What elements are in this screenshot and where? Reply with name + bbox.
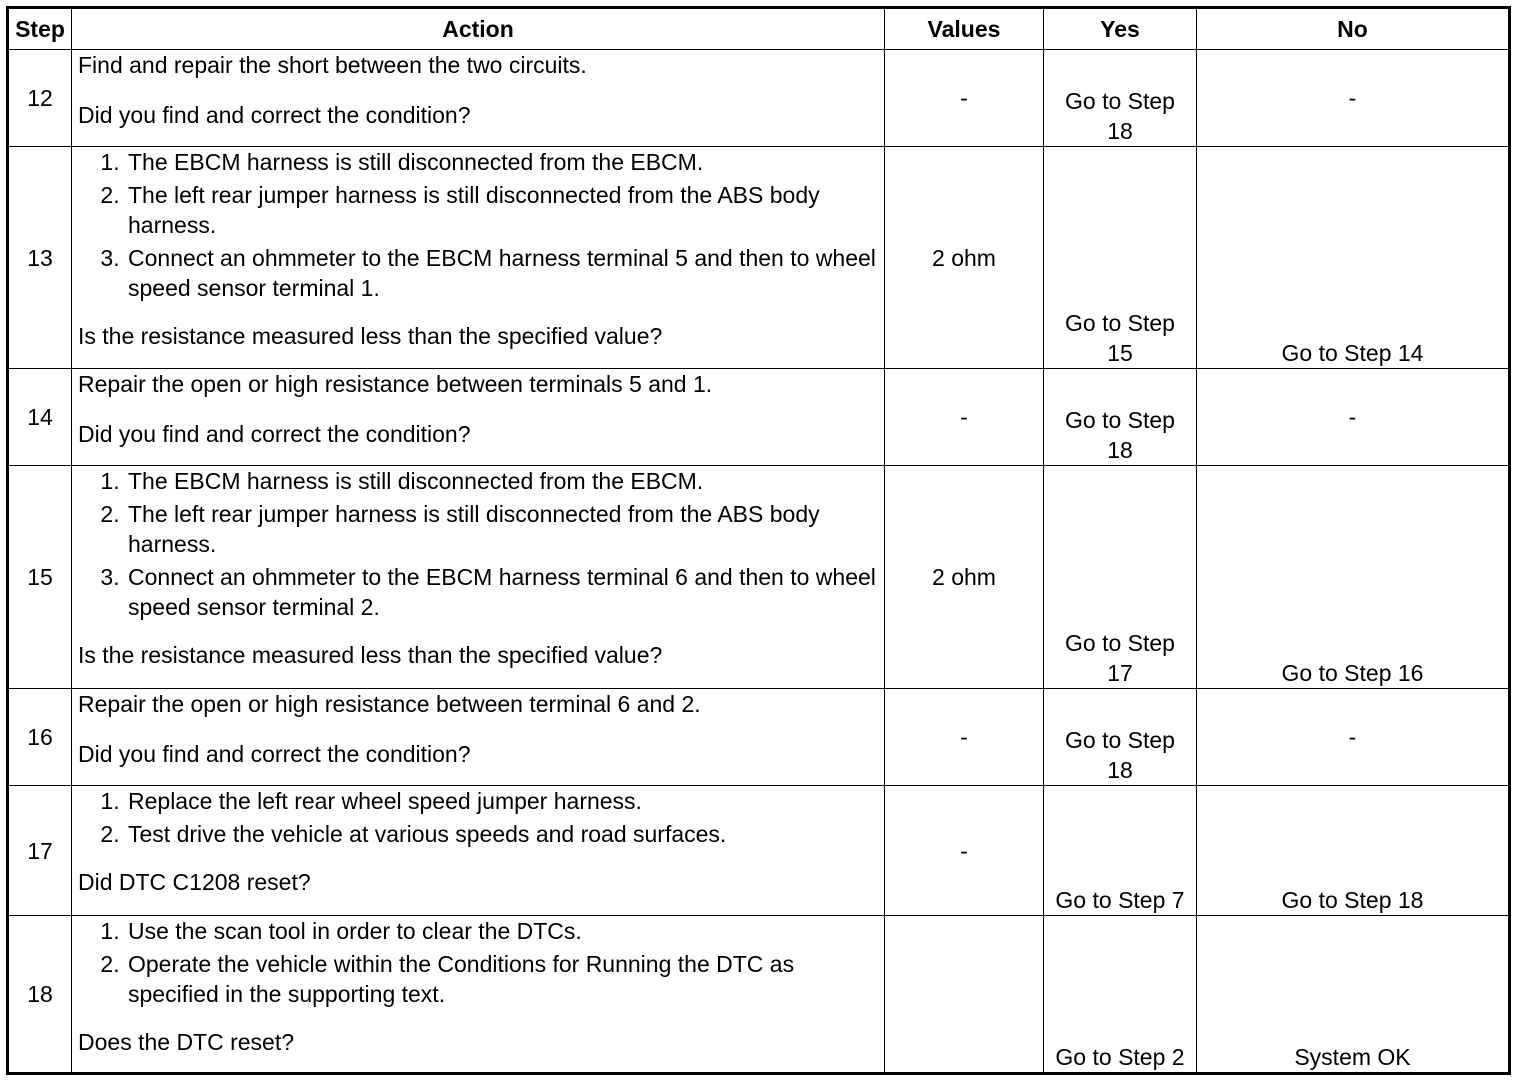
header-yes: Yes: [1044, 8, 1197, 50]
value-cell: -: [885, 786, 1044, 916]
list-item: 2. The left rear jumper harness is still disconnected from the ABS body harness.: [126, 499, 878, 559]
yes-cell: Go to Step 17: [1044, 466, 1197, 689]
yes-cell: Go to Step 15: [1044, 147, 1197, 369]
yes-cell: Go to Step 18: [1044, 369, 1197, 466]
action-question: Did DTC C1208 reset?: [78, 869, 311, 895]
diagnostic-table: [6, 6, 1511, 1075]
action-question: Did you find and correct the condition?: [78, 421, 471, 447]
value-cell: -: [885, 50, 1044, 147]
no-cell: Go to Step 16: [1197, 466, 1510, 689]
action-intro: Find and repair the short between the two circuits.: [78, 52, 587, 78]
table-row: [8, 786, 1510, 916]
no-cell: -: [1197, 50, 1510, 147]
action-question: Did you find and correct the condition?: [78, 102, 471, 128]
step-number: 16: [8, 689, 72, 786]
action-cell: [72, 466, 885, 689]
header-values: Values: [885, 8, 1044, 50]
no-cell: -: [1197, 369, 1510, 466]
action-intro: Repair the open or high resistance between terminal 6 and 2.: [78, 691, 701, 717]
list-item: 1. The EBCM harness is still disconnected from the EBCM.: [126, 466, 878, 496]
header-action: Action: [72, 8, 885, 50]
no-cell: Go to Step 18: [1197, 786, 1510, 916]
value-cell: -: [885, 689, 1044, 786]
action-cell: [72, 786, 885, 916]
table-row: [8, 369, 1510, 466]
action-list: [78, 466, 878, 622]
action-cell: [72, 147, 885, 369]
step-number: 18: [8, 916, 72, 1074]
list-item: 1. Replace the left rear wheel speed jumper harness.: [126, 786, 878, 816]
list-item: 2. Test drive the vehicle at various speeds and road surfaces.: [126, 819, 878, 849]
table-row: [8, 50, 1510, 147]
list-item: 3. Connect an ohmmeter to the EBCM harness terminal 6 and then to wheel speed sensor terminal 2.: [126, 562, 878, 622]
list-item: 3. Connect an ohmmeter to the EBCM harness terminal 5 and then to wheel speed sensor terminal 1.: [126, 243, 878, 303]
list-item: 1. Use the scan tool in order to clear the DTCs.: [126, 916, 878, 946]
header-no: No: [1197, 8, 1510, 50]
step-number: 17: [8, 786, 72, 916]
action-cell: [72, 689, 885, 786]
yes-cell: Go to Step 2: [1044, 916, 1197, 1074]
action-list: [78, 916, 878, 1009]
step-number: 13: [8, 147, 72, 369]
step-number: 15: [8, 466, 72, 689]
no-cell: Go to Step 14: [1197, 147, 1510, 369]
table-row: [8, 147, 1510, 369]
yes-cell: Go to Step 7: [1044, 786, 1197, 916]
action-question: Does the DTC reset?: [78, 1029, 295, 1055]
value-cell: 2 ohm: [885, 466, 1044, 689]
step-number: 14: [8, 369, 72, 466]
table-row: [8, 689, 1510, 786]
no-cell: System OK: [1197, 916, 1510, 1074]
yes-cell: Go to Step 18: [1044, 50, 1197, 147]
no-cell: -: [1197, 689, 1510, 786]
list-item: 2. Operate the vehicle within the Conditions for Running the DTC as specified in the supporting text.: [126, 949, 878, 1009]
value-cell: 2 ohm: [885, 147, 1044, 369]
action-intro: Repair the open or high resistance between terminals 5 and 1.: [78, 371, 713, 397]
value-cell: [885, 916, 1044, 1074]
action-question: Did you find and correct the condition?: [78, 741, 471, 767]
action-list: [78, 786, 878, 849]
step-number: 12: [8, 50, 72, 147]
action-question: Is the resistance measured less than the specified value?: [78, 642, 663, 668]
action-cell: [72, 916, 885, 1074]
list-item: 1. The EBCM harness is still disconnected from the EBCM.: [126, 147, 878, 177]
action-cell: [72, 50, 885, 147]
yes-cell: Go to Step 18: [1044, 689, 1197, 786]
header-step: Step: [8, 8, 72, 50]
action-question: Is the resistance measured less than the specified value?: [78, 323, 663, 349]
header-row: [8, 8, 1510, 50]
action-cell: [72, 369, 885, 466]
action-list: [78, 147, 878, 303]
value-cell: -: [885, 369, 1044, 466]
table-row: [8, 916, 1510, 1074]
list-item: 2. The left rear jumper harness is still disconnected from the ABS body harness.: [126, 180, 878, 240]
table-row: [8, 466, 1510, 689]
